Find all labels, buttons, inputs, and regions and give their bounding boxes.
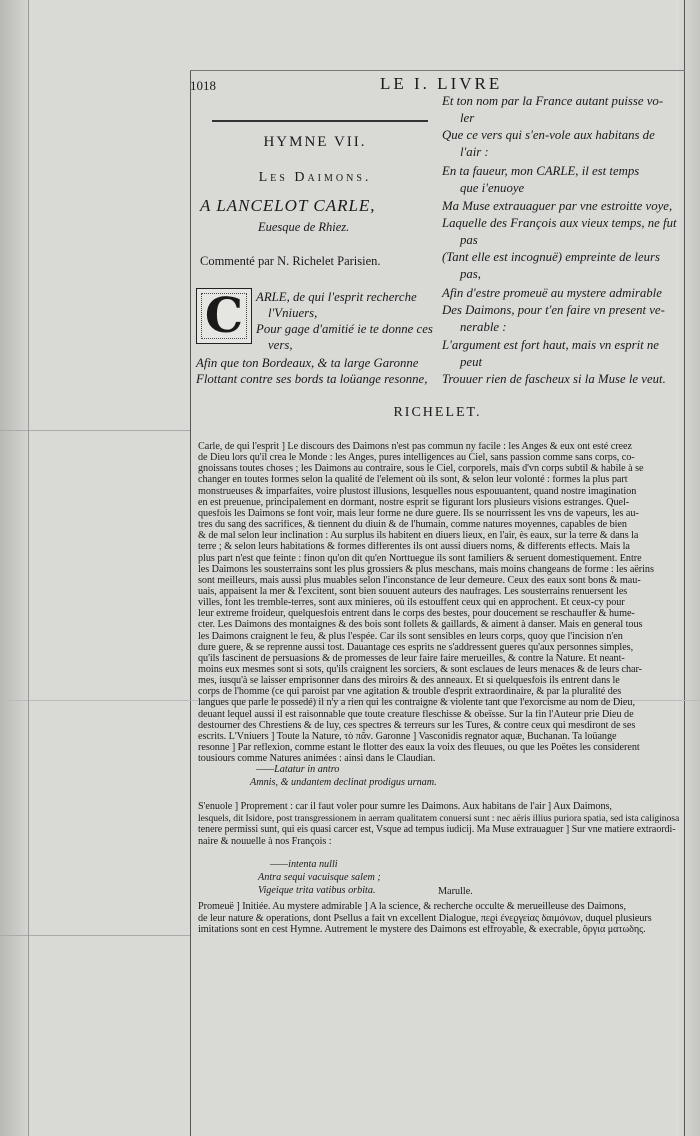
drop-cap-letter: C bbox=[204, 288, 244, 344]
verse-line: Pour gage d'amitié ie te donne ces bbox=[256, 322, 433, 336]
commentary-line: & de mal selon leur inclination : Au surplus ils habitent en diuers lieux, en l'air, ès eaux, sur la terre & dans la bbox=[198, 531, 639, 542]
commentary-line: mes, iusqu'à se laisser emprisonner dans des miroirs & des anneaux. Et si quelquesfois ils entrent dans le bbox=[198, 676, 620, 687]
left-book-edge bbox=[0, 0, 28, 1136]
verse-line: Trouuer rien de fascheux si la Muse le veut. bbox=[442, 372, 666, 386]
verse-line: l'air : bbox=[460, 145, 489, 159]
commentary-line: villes, font les tremble-terres, sont aux minieres, où ils estouffent ceux qui en approchent. Et ceux-cy pour bbox=[198, 598, 625, 609]
verse-line: Ma Muse extrauaguer par vne estroitte voye, bbox=[442, 199, 673, 213]
commentary-line: en est preuenue, principalement en dormant, nostre esprit se figurant lors plusieurs visions estranges. Quel- bbox=[198, 497, 630, 508]
commentary-line: leur extreme froideur, quelquesfois entrent dans le corps des bestes, pour doucement se reschauffer & hume- bbox=[198, 609, 635, 620]
running-head: LE I. LIVRE bbox=[380, 74, 503, 93]
verse-line: ARLE, de qui l'esprit recherche bbox=[256, 290, 417, 304]
hymn-title: HYMNE VII. bbox=[263, 134, 367, 150]
latin-quote-line: Vigeique trita vatibus orbita. bbox=[258, 885, 376, 896]
verse-line: Laquelle des François aux vieux temps, ne fut bbox=[442, 216, 677, 230]
commentary-line: qu'ils fascinent de persuasions & de promesses de leur faire faire merueilles, & contre la Nature. Et neant- bbox=[198, 653, 625, 664]
verse-line: pas, bbox=[460, 267, 481, 281]
commentary-line: uais, appaisent la mer & l'excitent, sont bien souuent auteurs des naufrages. Les sousterrains renuersent les bbox=[198, 586, 628, 597]
commentary-line: dure guere, & se reprenne aussi tost. Dauantage ces esprits ne s'addressent gueres qu'aux personnes simples, bbox=[198, 642, 634, 653]
crease-line bbox=[28, 0, 29, 1136]
verse-line: En ta faueur, mon CARLE, il est temps bbox=[442, 164, 640, 178]
verse-line: Et ton nom par la France autant puisse vo- bbox=[442, 94, 664, 108]
commentary-line: de Dieu lors qu'il crea le Monde : les Anges, pures intelligences au Ciel, sans passion comme sans corps, co- bbox=[198, 453, 635, 464]
right-margin-rule bbox=[684, 0, 685, 1136]
verse-line: Afin d'estre promeuë au mystere admirable bbox=[442, 286, 662, 300]
verse-line: nerable : bbox=[460, 320, 507, 334]
verse-line: Des Daimons, pour t'en faire vn present ve- bbox=[442, 303, 665, 317]
commentary-line: quesfois les Daimons se font voir, mais leur forme ne dure guere. Ils se nourrissent les vns de vapeurs, les au- bbox=[198, 508, 639, 519]
commentary-line: naire & nouuelle à nos François : bbox=[198, 836, 332, 847]
verse-line: que i'enuoye bbox=[460, 181, 525, 195]
commentary-line: tres du sang des sacrifices, & tiennent du diuin & de l'humain, comme natures moyennes, capables de bien bbox=[198, 520, 627, 531]
quote-author: Marulle. bbox=[438, 886, 473, 897]
commentary-line: imitations sont en cest Hymne. Autrement le mystere des Daimons est effroyable, & execrable, ὄργια ματωδης. bbox=[198, 925, 646, 936]
commentary-line: Promeuë ] Initiée. Au mystere admirable ] A la science, & recherche occulte & merueilleuse des Daimons, bbox=[198, 902, 626, 912]
verse-line: peut bbox=[460, 355, 483, 369]
commentary-line: moins eux mesmes sont si sots, qu'ils craignent les sorciers, & sont esclaues de leurs menaces & de leurs char- bbox=[198, 665, 642, 675]
title-rule bbox=[212, 120, 428, 122]
verse-line: Que ce vers qui s'en-vole aux habitans de bbox=[442, 128, 655, 142]
commentary-line: gnoissans toutes choses ; les Daimons au contraire, sous le Ciel, corporels, mais d'vn corps subtil & habile à se bbox=[198, 464, 644, 475]
commentary-line: les Daimons craignent le feu, & plus l'espée. Car ils sont sensibles en leurs corps, quoy que l'incision n'en bbox=[198, 631, 623, 642]
verse-line: Flottant contre ses bords ta loüange resonne, bbox=[196, 372, 428, 386]
commentary-line: sont meilleurs, mais aussi plus muables selon l'inconstance de leur demeure. Ceux des eaux sont bons & mau- bbox=[198, 575, 641, 586]
latin-quote-line: Amnis, & undantem declinat prodigus urnam. bbox=[250, 777, 437, 788]
commentary-line: langues que parle le possedé) il n'y a rien qui les contraigne & violente tant que l'exorcisme au nom de Dieu, bbox=[198, 698, 635, 709]
commentary-line: S'enuole ] Proprement : car il faut voler pour sumre les Daimons. Aux habitans de l'air ] Aux Daimons, bbox=[198, 802, 612, 812]
commentary-line: changer en toutes formes selon la qualité de l'element où ils sont, & selon leur volonté : formes la plus part bbox=[198, 475, 628, 486]
top-margin-rule bbox=[190, 70, 685, 71]
latin-quote-line: ——Latatur in antro bbox=[256, 764, 340, 775]
commentary-line: lesquels, dit Isidore, post transgressionem in aerram qualitatem conuersi sunt : nec aëris illius puriora spatia, sed ista caliginosa bbox=[198, 813, 680, 824]
dedication: A LANCELOT CARLE, bbox=[200, 196, 376, 215]
verse-line: l'Vniuers, bbox=[268, 306, 318, 320]
commentary-line: destourner des Chrestiens & de luy, ces spectres & terreurs sur les Tures, & contre ceux qui mesdiront de ses bbox=[198, 720, 636, 731]
commentary-line: resonne ] Par reflexion, comme estant le flotter des eaux la voix des fleuues, ou que les Poëtes les considerent bbox=[198, 743, 640, 754]
commentary-line: tenere permissi sunt, qui eis quasi carcer est, Vsque ad tempus iudicij. Ma Muse extrauaguer ] Sur vne matiere extraordi- bbox=[198, 825, 676, 836]
verse-line: Afin que ton Bordeaux, & ta large Garonne bbox=[196, 356, 419, 370]
page-number: 1018 bbox=[190, 78, 216, 93]
commentary-line: corps de l'homme (ce qui paroist par vne agitation & trouble d'esprit extraordinaire, & par la pluralité des bbox=[198, 687, 622, 698]
commentator-line: Commenté par N. Richelet Parisien. bbox=[200, 254, 381, 268]
commentary-line: terre ; & selon leurs habitations & formes differentes ils ont aussi diuers noms, & differents effects. Mais la bbox=[198, 542, 630, 553]
commentary-line: les Daimons les sousterrains sont les plus grossiers & plus meschans, mais moins changeans de forme : les aërins bbox=[198, 564, 654, 575]
drop-cap bbox=[196, 288, 252, 344]
latin-quote-line: ——intenta nulli bbox=[270, 859, 338, 870]
verse-line: pas bbox=[460, 233, 478, 247]
hymn-subtitle: Les Daimons. bbox=[258, 170, 372, 185]
commentary-line: cter. Les Daimons des montaignes & des bois sont follets & gaillards, & aiment à danser. Mais en general tous bbox=[198, 620, 643, 631]
commentary-heading: RICHELET. bbox=[393, 405, 482, 420]
verse-line: (Tant elle est incognuë) empreinte de leurs bbox=[442, 250, 660, 264]
commentary-line: Carle, de qui l'esprit ] Le discours des Daimons n'est pas commun ny facile : les Anges & eux ont esté creez bbox=[198, 442, 632, 452]
left-margin-rule bbox=[190, 70, 191, 1136]
verse-line: L'argument est fort haut, mais vn esprit ne bbox=[442, 338, 659, 352]
commentary-line: tousiours comme Natures animées : ainsi dans le Claudian. bbox=[198, 754, 436, 765]
commentary-line: escrits. L'Vniuers ] Toute la Nature, τὸ πᾶν. Garonne ] Vasconidis regnator aquæ, Buchanan. Ta loüange bbox=[198, 731, 617, 742]
commentary-line: de leur nature & operations, dont Psellus a fait vn excellent Dialogue, πεϱὶ ἐνεϱγείας δαιμόνων, duquel plusieurs bbox=[198, 913, 652, 924]
verse-line: vers, bbox=[268, 338, 293, 352]
dedication-sub: Euesque de Rhiez. bbox=[258, 220, 350, 234]
verse-line: ler bbox=[460, 111, 475, 125]
latin-quote-line: Antra sequi vacuisque salem ; bbox=[258, 872, 381, 883]
commentary-line: plus part n'est que feinte : finon qu'on dit qu'en Norttuegue ils sont familiers & seruent domestiquement. Entre bbox=[198, 553, 642, 564]
commentary-line: deuant lequel aussi il est raisonnable que toute creature fleschisse & obeïsse. Sur la fin l'Auteur prie Dieu de bbox=[198, 709, 634, 720]
commentary-line: monstrueuses & imparfaites, voire plustost illusions, lesquelles nous espouuantent, quand nostre imagination bbox=[198, 486, 637, 497]
